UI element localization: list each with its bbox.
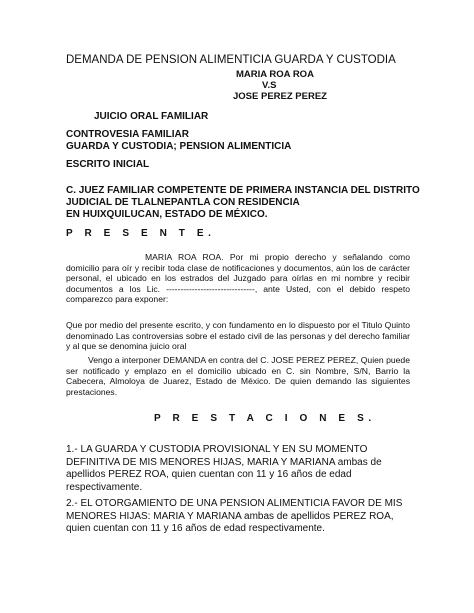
document-title: DEMANDA DE PENSION ALIMENTICIA GUARDA Y CUSTODIA [66,54,396,66]
plaintiff-name: MARIA ROA ROA [236,69,314,80]
prestacion-item-2: 2.- EL OTORGAMIENTO DE UNA PENSION ALIMENTICIA FAVOR DE MIS MENORES HIJAS: MARIA Y MARIANA ambas de apellidos PEREZ ROA, quien cuentan con 11 y 16 años de edad respectivamente. [66,498,403,535]
presente-heading: P R E S E N T E. [66,228,216,239]
prestaciones-heading: P R E S T A C I O N E S. [154,413,376,424]
paragraph-legal-basis: Que por medio del presente escrito, y con fundamento en lo dispuesto por el Titulo Quinto denominado Las controversias sobre el estado civil de las personas y del derecho familiar y al que se denomina juicio oral [66,320,410,352]
paragraph-demand: Vengo a interponer DEMANDA en contra del C. JOSE PEREZ PEREZ, Quien puede ser notificado y emplazo en el domicilio ubicado en C. sin Nombre, S/N, Barrio la Cabecera, Almoloya de Juarez, Estado de México. De quien demando las siguientes prestaciones. [66,355,410,397]
trial-type: JUICIO ORAL FAMILIAR [94,111,209,122]
prestacion-item-1: 1.- LA GUARDA Y CUSTODIA PROVISIONAL Y EN SU MOMENTO DEFINITIVA DE MIS MENORES HIJAS, MARIA Y MARIANA ambas de apellidos PEREZ ROA, quien cuentan con 11 y 16 años de edad respectivamente. [66,444,382,493]
court-address-line-2: JUDICIAL DE TLALNEPANTLA CON RESIDENCIA [66,197,300,208]
controversy-line-1: CONTROVESIA FAMILIAR [66,129,189,140]
court-address-line-3: EN HUIXQUILUCAN, ESTADO DE MÉXICO. [66,209,268,220]
versus-label: V.S [262,80,277,91]
defendant-name: JOSE PEREZ PEREZ [233,91,327,102]
paragraph-appearance: MARIA ROA ROA. Por mi propio derecho y señalando como domicilio para oír y recibir toda clase de notificaciones y documentos, aún los de carácter personal, el ubicado en los estrados del Juzgado para oírlas en mi nombre y recibir documentos a los Lic. -------------------------------, ante Usted, con el debido respeto comparezco para exponer: [66,252,410,305]
controversy-line-2: GUARDA Y CUSTODIA; PENSION ALIMENTICIA [66,141,292,152]
initial-writ-heading: ESCRITO INICIAL [66,159,150,170]
court-address-line-1: C. JUEZ FAMILIAR COMPETENTE DE PRIMERA INSTANCIA DEL DISTRITO [66,185,420,196]
